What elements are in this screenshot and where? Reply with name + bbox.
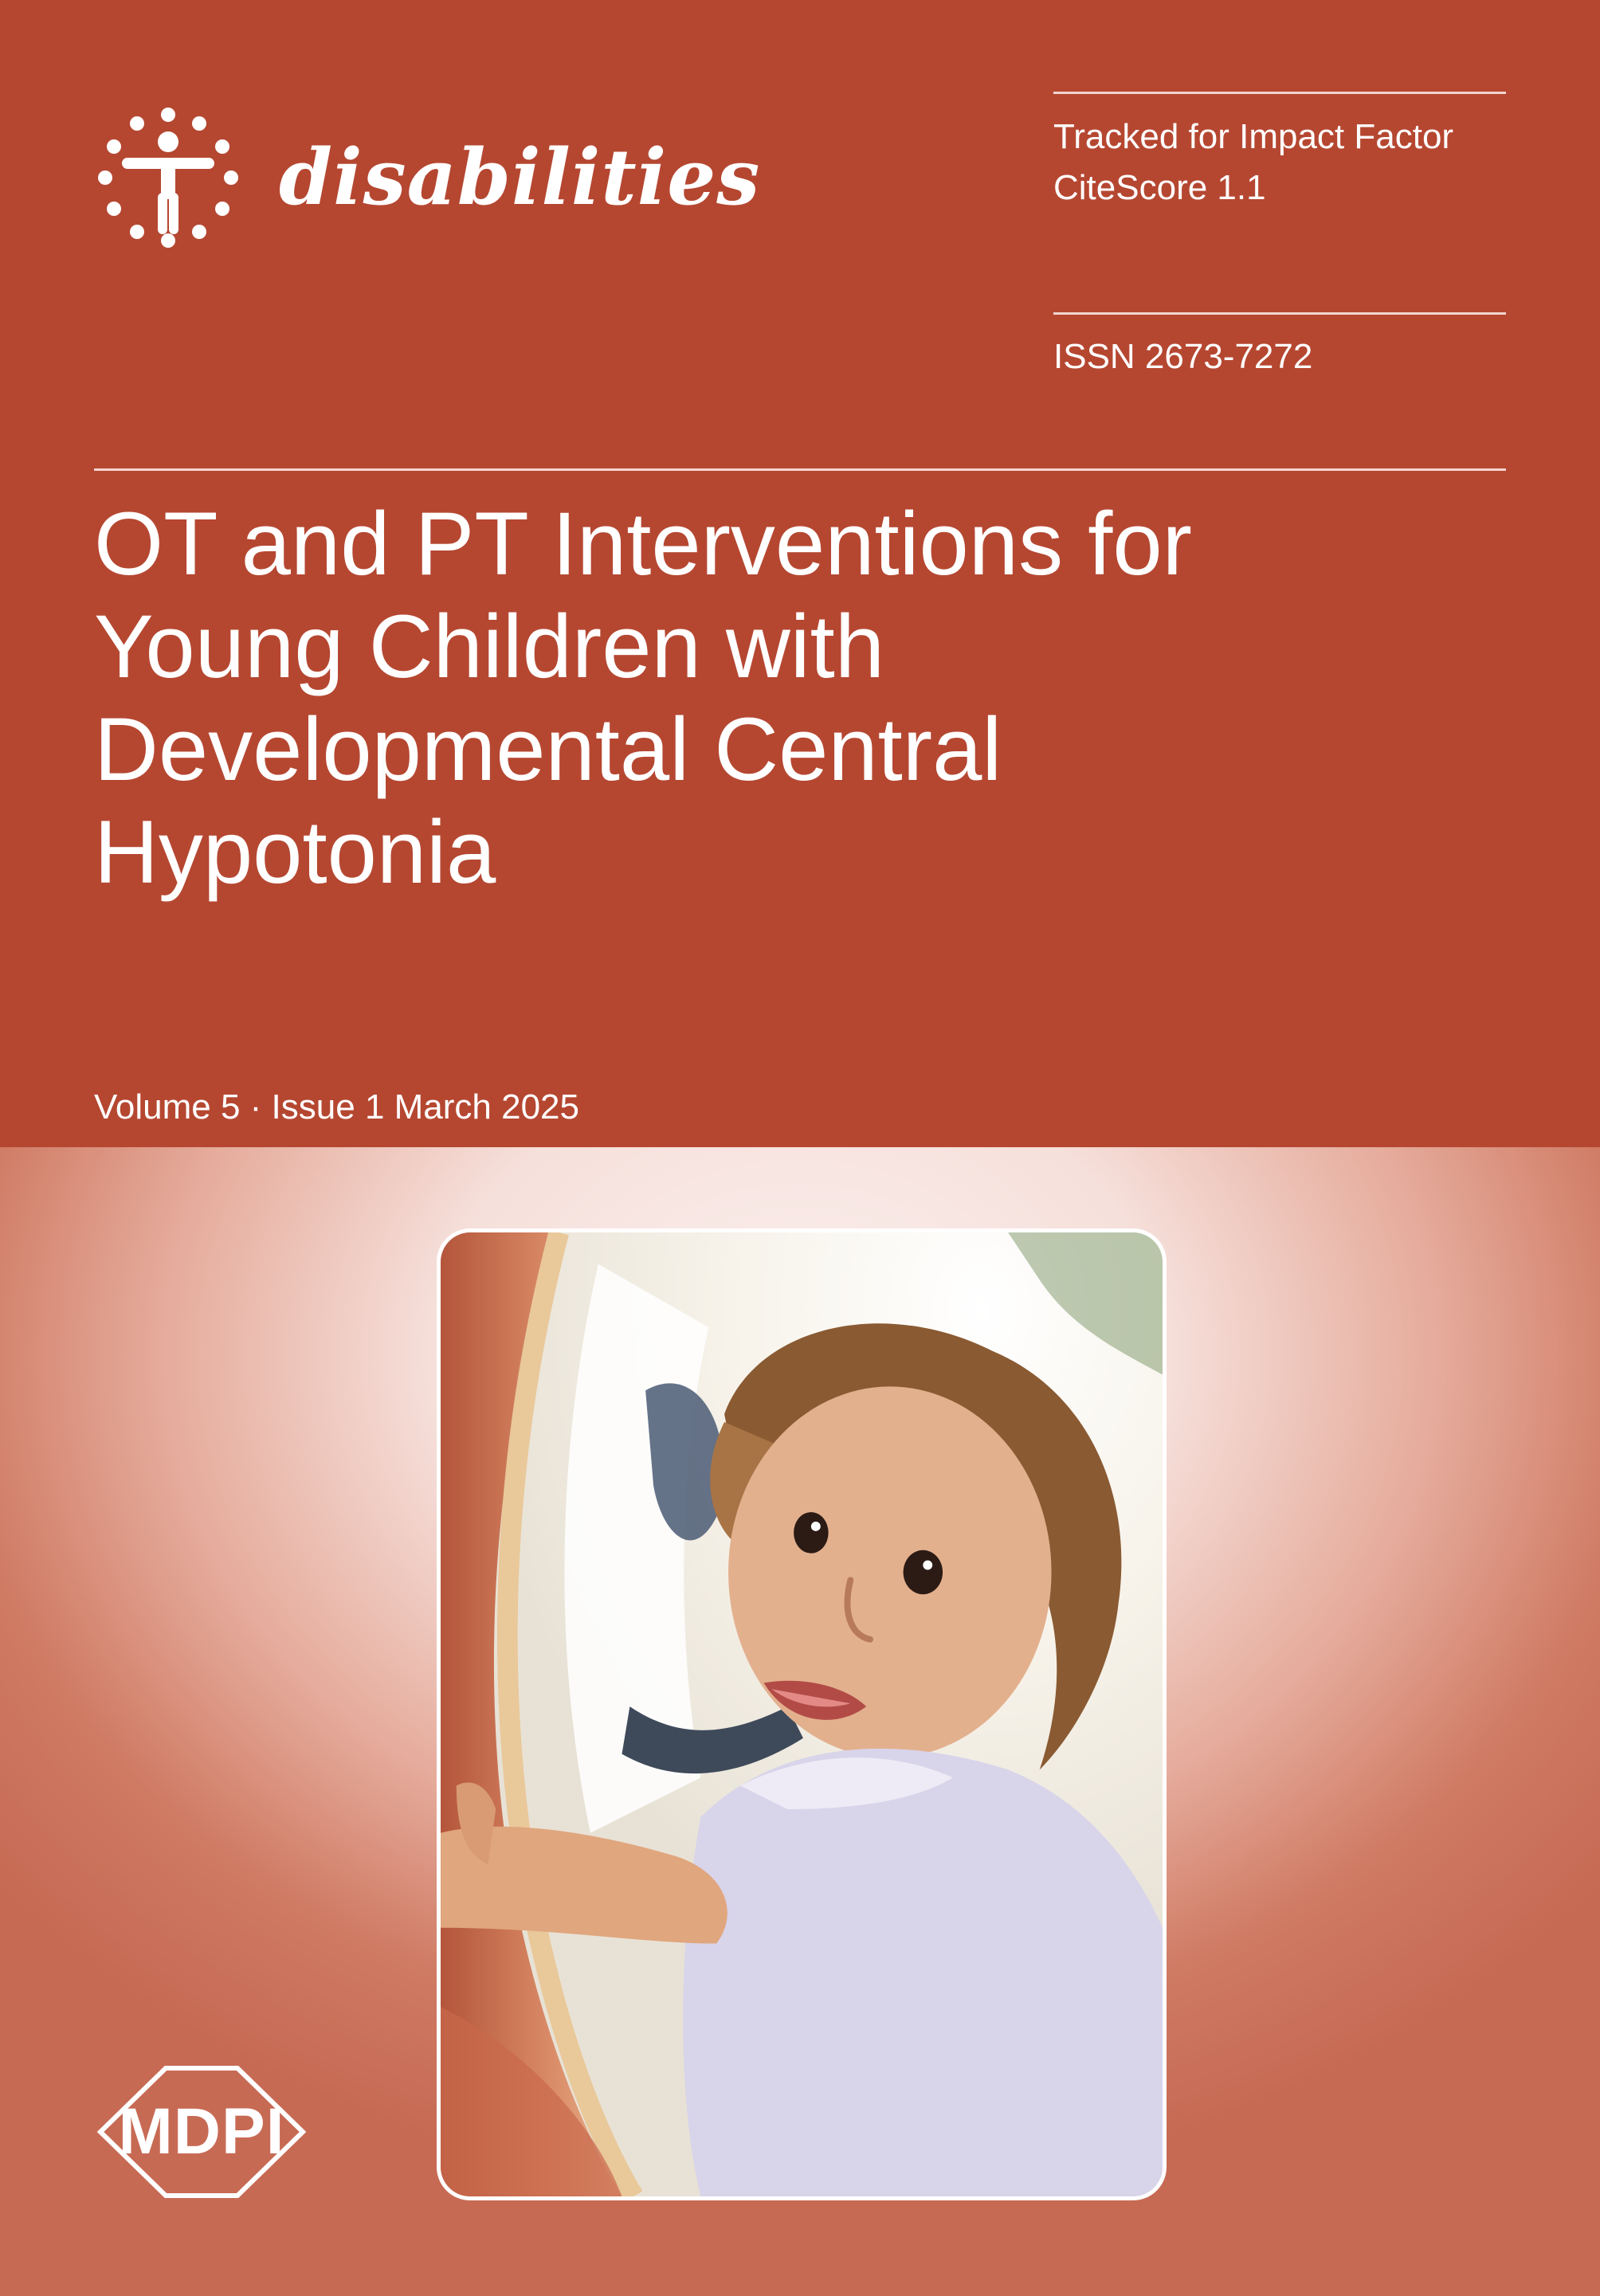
accessibility-person-icon (94, 104, 242, 252)
publisher-name: MDPI (118, 2095, 285, 2168)
issn: ISSN 2673-7272 (1053, 337, 1313, 376)
cover-photo-child (437, 1228, 1167, 2200)
impact-factor-status: Tracked for Impact Factor (1053, 117, 1454, 156)
divider-middle-right (1053, 312, 1506, 315)
divider-title (94, 468, 1506, 471)
divider-top-right (1053, 92, 1506, 94)
title-line: OT and PT Interventions for (94, 494, 1192, 594)
title-line: Young Children with (94, 597, 885, 696)
cover-header-panel (0, 0, 1600, 1147)
cover-title (94, 492, 1449, 903)
volume-issue-date: Volume 5 · Issue 1 March 2025 (94, 1087, 579, 1126)
mdpi-publisher-logo (94, 2062, 309, 2202)
journal-name: disabilities (279, 132, 761, 222)
title-line: Hypotonia (94, 802, 496, 902)
citescore: CiteScore 1.1 (1053, 168, 1266, 207)
title-line: Developmental Central (94, 699, 1002, 799)
